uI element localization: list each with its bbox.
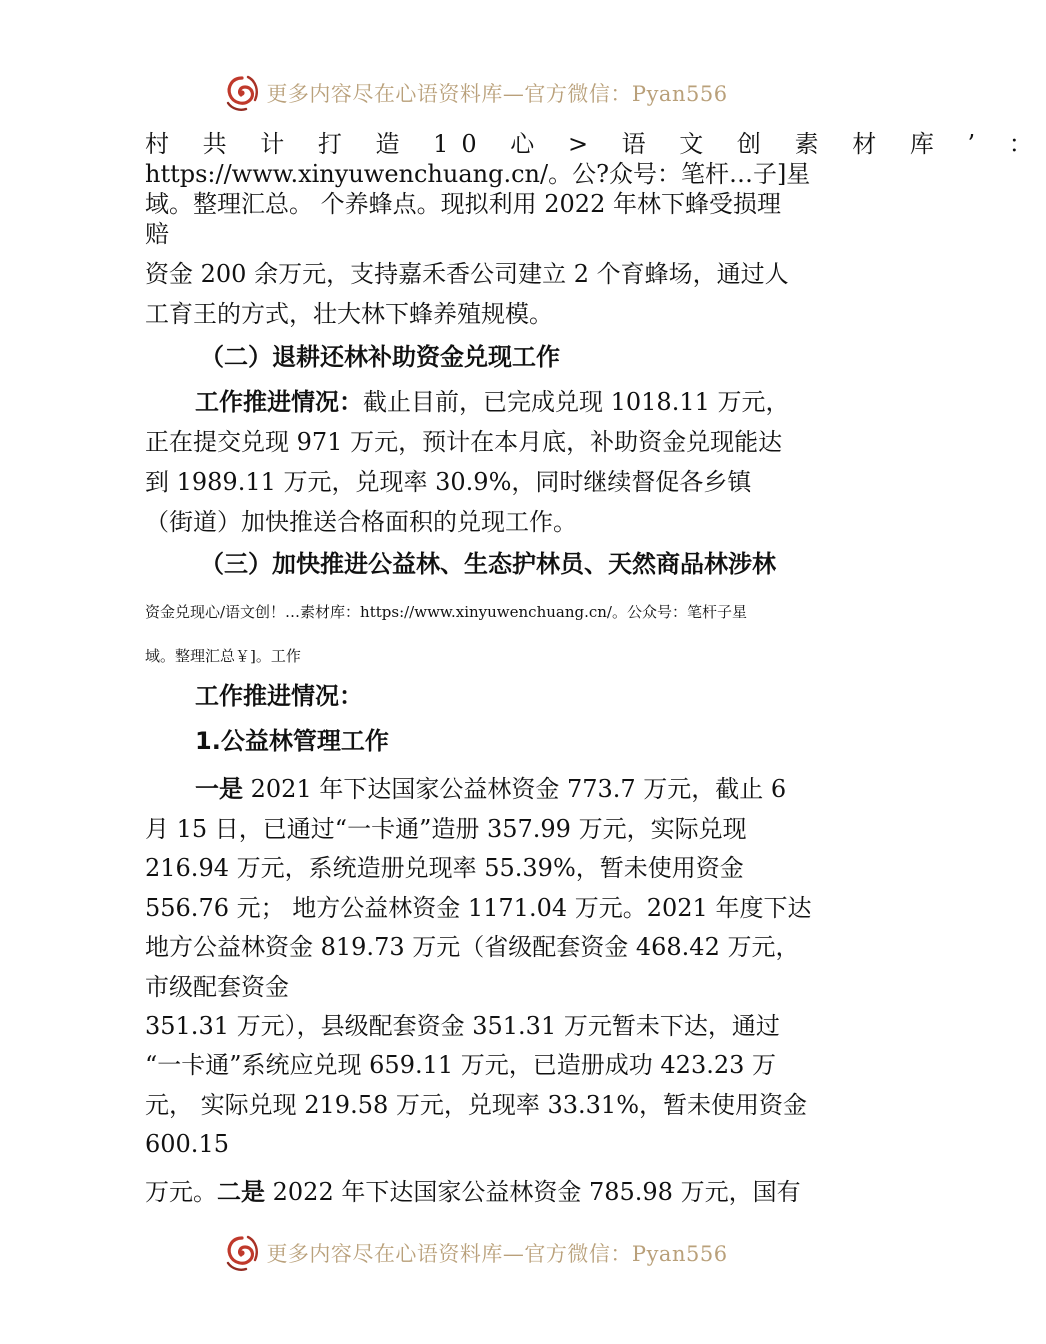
text-fragment: 万元。 <box>145 1178 217 1206</box>
text-line: 月 15 日，已通过“一卡通”造册 357.99 万元，实际兑现 <box>145 815 747 843</box>
section-heading: （二）退耕还林补助资金兑现工作 <box>200 343 560 371</box>
subheading: 工作推进情况： <box>195 682 363 710</box>
text-line: 351.31 万元），县级配套资金 351.31 万元暂未下达，通过 <box>145 1012 780 1040</box>
text-line: https://www.xinyuwenchuang.cn/。公?众号：笔杆…子]星 <box>145 160 811 188</box>
text-line: 资金 200 余万元，支持嘉禾香公司建立 2 个育蜂场，通过人 <box>145 260 789 288</box>
text-line: 赔 <box>145 220 169 248</box>
text-line: 到 1989.11 万元，兑现率 30.9%，同时继续督促各乡镇 <box>145 468 752 496</box>
text-line: 600.15 <box>145 1130 229 1158</box>
text-line: 正在提交兑现 971 万元，预计在本月底，补助资金兑现能达 <box>145 428 783 456</box>
small-text-line: 域。整理汇总￥]。工作 <box>145 647 301 665</box>
small-text-line: 资金兑现心/语文创！…素材库：https://www.xinyuwenchuang.cn/。公众号：笔杆子星 <box>145 603 747 621</box>
text-line <box>195 386 790 418</box>
text-line: 域。整理汇总。 个养蜂点。现拟利用 2022 年林下蜂受损理 <box>145 190 781 218</box>
text-line: （街道）加快推送合格面积的兑现工作。 <box>145 508 577 536</box>
text-line <box>145 1176 801 1208</box>
text-line: 216.94 万元，系统造册兑现率 55.39%，暂未使用资金 <box>145 854 744 882</box>
text-line: 556.76 元； 地方公益林资金 1171.04 万元。2021 年度下达 <box>145 894 812 922</box>
swirl-logo-icon <box>222 73 262 113</box>
text-line: 市级配套资金 <box>145 973 289 1001</box>
swirl-logo-icon <box>222 1233 262 1273</box>
inline-label: 一是 <box>195 775 243 803</box>
text-line: “一卡通”系统应兑现 659.11 万元，已造册成功 423.23 万 <box>145 1051 777 1079</box>
watermark-text: 更多内容尽在心语资料库—官方微信：Pyan556 <box>266 82 728 106</box>
text-fragment: 截止目前，已完成兑现 1018.11 万元， <box>363 388 790 416</box>
watermark-text: 更多内容尽在心语资料库—官方微信：Pyan556 <box>266 1242 728 1266</box>
subheading: 1.公益林管理工作 <box>195 727 389 755</box>
text-fragment: 2022 年下达国家公益林资金 785.98 万元，国有 <box>265 1178 801 1206</box>
text-line: 村 共 计 打 造 10 心 > 语 文 创 素 材 库 ’ ： <box>145 130 1046 158</box>
section-heading: （三）加快推进公益林、生态护林员、天然商品林涉林 <box>200 550 776 578</box>
inline-label: 二是 <box>217 1178 265 1206</box>
text-fragment: 2021 年下达国家公益林资金 773.7 万元，截止 6 <box>243 775 787 803</box>
text-line <box>195 773 786 805</box>
text-line: 地方公益林资金 819.73 万元（省级配套资金 468.42 万元， <box>145 933 800 961</box>
text-line: 元， 实际兑现 219.58 万元，兑现率 33.31%，暂未使用资金 <box>145 1091 808 1119</box>
watermark-banner-bottom <box>0 1228 950 1278</box>
watermark-banner-top <box>0 68 950 118</box>
inline-label: 工作推进情况： <box>195 388 363 416</box>
text-line: 工育王的方式，壮大林下蜂养殖规模。 <box>145 300 553 328</box>
